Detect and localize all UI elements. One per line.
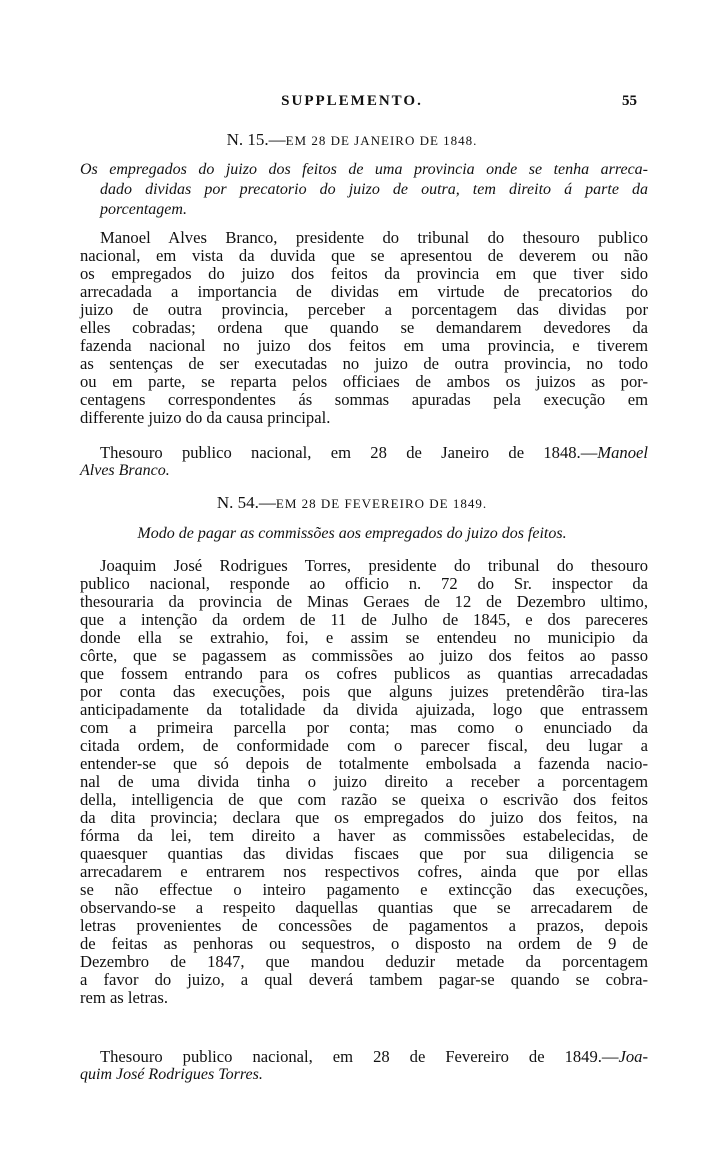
text-line: observando-se a respeito daquellas quantias que se arrecadarem de (80, 898, 648, 917)
entry2-number: N. 54.— (216, 493, 276, 512)
text-line: centagens correspondentes ás sommas apuradas pela execução em (80, 390, 648, 409)
text-line: thesouraria da provincia de Minas Geraes de 12 de Dezembro ultimo, (80, 592, 648, 611)
text-line: dado dividas por precatorio do juizo de outra, tem direito á parte da (100, 181, 648, 198)
entry2-closing (80, 1048, 648, 1084)
text-line: ou em parte, se reparta pelos officiaes de ambos os juizos as por- (80, 372, 648, 391)
signature: Manoel (597, 443, 648, 462)
text-line: de feitas as penhoras ou sequestros, o disposto na ordem de 9 de (80, 934, 648, 953)
closing-text: Thesouro publico nacional, em 28 de Fevereiro de 1849.— (100, 1047, 619, 1066)
text-line: juizo de outra provincia, perceber a porcentagem das dividas por (80, 300, 648, 319)
signature: quim José Rodrigues Torres. (80, 1066, 263, 1083)
entry1-date: EM 28 DE JANEIRO DE 1848. (285, 133, 478, 148)
entry2-heading (0, 493, 704, 513)
entry1-heading (0, 130, 704, 150)
text-line: nacional, em vista da duvida que se apresentou de deverem ou não (80, 246, 648, 265)
signature: Alves Branco. (80, 462, 170, 479)
text-line: se não effectue o inteiro pagamento e extincção das execuções, (80, 880, 648, 899)
text-line: publico nacional, responde ao officio n. 72 do Sr. inspector da (80, 574, 648, 593)
text-line: as sentenças de ser executadas no juizo de outra provincia, no todo (80, 354, 648, 373)
entry1-closing (80, 444, 648, 480)
entry1-summary (80, 160, 648, 220)
text-line: rem as letras. (80, 988, 169, 1007)
entry1-body (80, 229, 648, 427)
text-line: fórma da lei, tem direito a haver as commissões estabelecidas, de (80, 826, 648, 845)
text-line: quaesquer quantias das dividas fiscaes que por sua diligencia se (80, 844, 648, 863)
text-line: arrecadada a importancia de dividas em virtude de precatorios do (80, 282, 648, 301)
text-line: a favor do juizo, a qual deverá tambem pagar-se quando se cobra- (80, 970, 648, 989)
page-number: 55 (622, 93, 637, 109)
running-head: SUPPLEMENTO. (281, 93, 423, 109)
text-line: entender-se que só depois de totalmente embolsada a fazenda nacio- (80, 754, 648, 773)
text-line: elles cobradas; ordena que quando se demandarem devedores da (80, 318, 648, 337)
text-line: que a intenção da ordem de 11 de Julho de 1845, e dos pareceres (80, 610, 648, 629)
text-line: Os empregados do juizo dos feitos de uma provincia onde se tenha arreca- (80, 161, 648, 178)
entry2-summary: Modo de pagar as commissões aos empregados do juizo dos feitos. (137, 525, 567, 542)
text-line: nal de uma divida tinha o juizo direito a receber a porcentagem (80, 772, 648, 791)
text-line: citada ordem, de conformidade com o parecer fiscal, deu lugar a (80, 736, 648, 755)
entry1-number: N. 15.— (226, 130, 286, 149)
signature: Joa- (618, 1047, 648, 1066)
text-line: côrte, que se pagassem as commissões ao juizo dos feitos ao passo (80, 646, 648, 665)
entry2-date: EM 28 DE FEVEREIRO DE 1849. (275, 496, 488, 511)
text-line: Manoel Alves Branco, presidente do tribunal do thesouro publico (100, 228, 648, 247)
text-line: com a primeira parcella por conta; mas como o enunciado da (80, 718, 648, 737)
text-line: donde ella se extrahio, foi, e assim se entendeu no municipio da (80, 628, 648, 647)
text-line: letras provenientes de concessões de pagamentos a prazos, depois (80, 916, 648, 935)
text-line: os empregados do juizo dos feitos da provincia em que tiver sido (80, 264, 648, 283)
text-line: della, intelligencia de que com razão se queixa o escrivão dos feitos (80, 790, 648, 809)
text-line: por conta das execuções, pois que alguns juizes pretendêrão tira-las (80, 682, 648, 701)
text-line: anticipadamente da totalidade da divida ajuizada, logo que entrassem (80, 700, 648, 719)
text-line: differente juizo do da causa principal. (80, 408, 331, 427)
text-line: arrecadarem e entrarem nos respectivos cofres, ainda que por ellas (80, 862, 648, 881)
text-line: da dita provincia; declara que os empregados do juizo dos feitos, na (80, 808, 648, 827)
text-line: porcentagem. (100, 201, 187, 218)
entry2-body (80, 557, 648, 1007)
text-line: fazenda nacional no juizo dos feitos em uma provincia, e tiverem (80, 336, 648, 355)
text-line: Dezembro de 1847, que mandou deduzir metade da porcentagem (80, 952, 648, 971)
text-line: que fossem entrando para os cofres publicos as quantias arrecadadas (80, 664, 648, 683)
closing-text: Thesouro publico nacional, em 28 de Janeiro de 1848.— (100, 443, 598, 462)
text-line: Joaquim José Rodrigues Torres, presidente do tribunal do thesouro (100, 556, 648, 575)
